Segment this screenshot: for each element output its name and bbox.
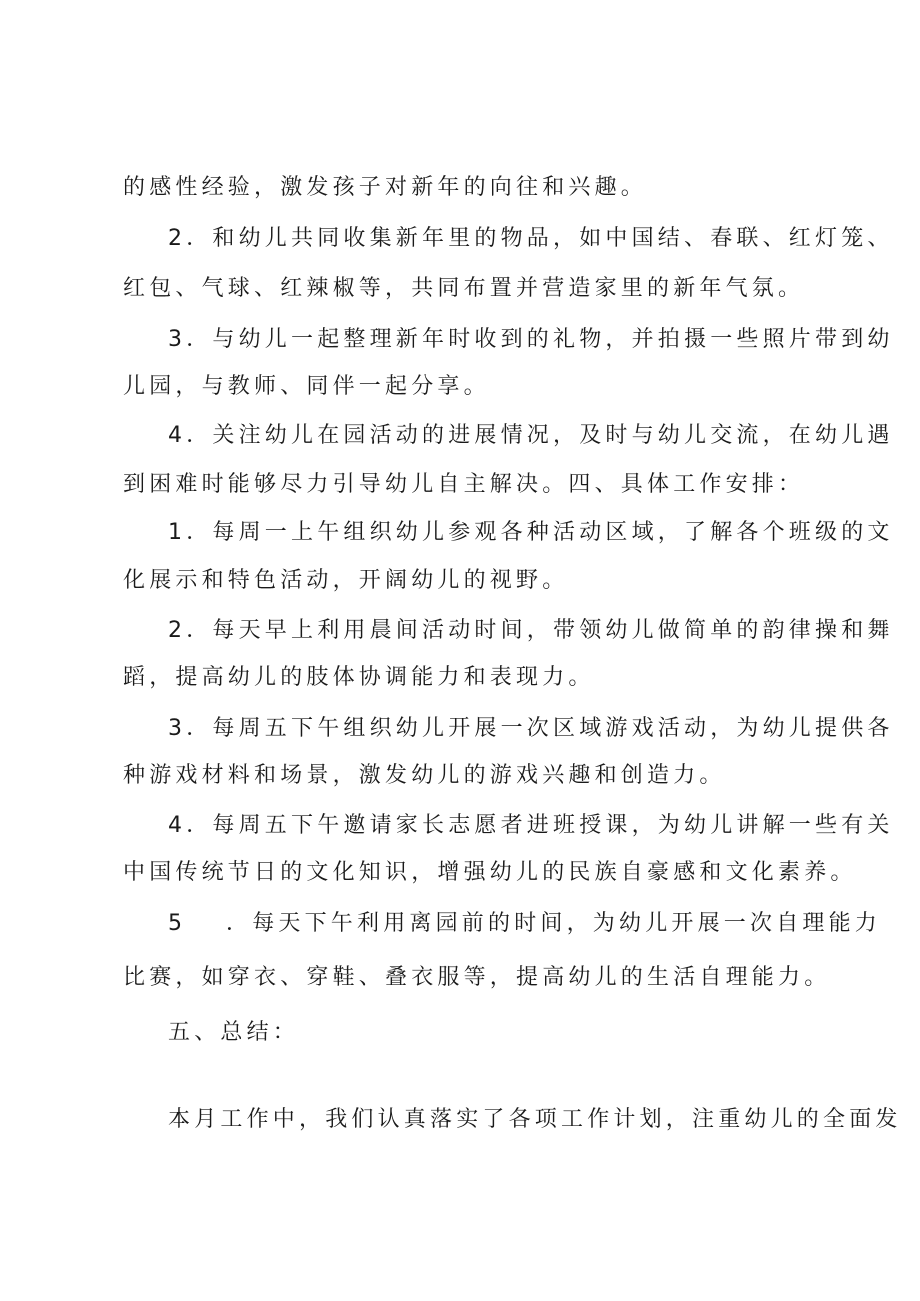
text-line: 种游戏材料和场景，激发幼儿的游戏兴趣和创造力。 [123, 763, 726, 788]
text-line: 儿园，与教师、同伴一起分享。 [123, 374, 490, 399]
text-line: 到困难时能够尽力引导幼儿自主解决。四、具体工作安排： [123, 472, 805, 497]
text-line: 蹈，提高幼儿的肢体协调能力和表现力。 [123, 665, 595, 690]
text-line: 比赛，如穿衣、穿鞋、叠衣服等，提高幼儿的生活自理能力。 [123, 965, 831, 990]
text-line: 本月工作中，我们认真落实了各项工作计划，注重幼儿的全面发 [168, 1107, 902, 1132]
section-heading: 五、总结： [168, 1020, 300, 1045]
text-line: 3．与幼儿一起整理新年时收到的礼物，并拍摄一些照片带到幼 [168, 327, 894, 352]
item-number: 5 [168, 911, 187, 936]
text-line: 4．每周五下午邀请家长志愿者进班授课，为幼儿讲解一些有关 [168, 813, 894, 838]
text-line: 4．关注幼儿在园活动的进展情况，及时与幼儿交流，在幼儿遇 [168, 423, 894, 448]
text-line: 化展示和特色活动，开阔幼儿的视野。 [123, 568, 569, 593]
text-line-item-5 [168, 909, 881, 939]
text-line: 的感性经验，激发孩子对新年的向往和兴趣。 [123, 175, 648, 200]
text-line: 3．每周五下午组织幼儿开展一次区域游戏活动，为幼儿提供各 [168, 716, 894, 741]
text-line: 红包、气球、红辣椒等，共同布置并营造家里的新年气氛。 [123, 276, 805, 301]
text-line: 2．每天早上利用晨间活动时间，带领幼儿做简单的韵律操和舞 [168, 618, 894, 643]
item-text: ．每天下午利用离园前的时间，为幼儿开展一次自理能力 [226, 911, 882, 936]
text-line: 1．每周一上午组织幼儿参观各种活动区域，了解各个班级的文 [168, 520, 894, 545]
text-line: 2．和幼儿共同收集新年里的物品，如中国结、春联、红灯笼、 [168, 226, 894, 251]
text-line: 中国传统节日的文化知识，增强幼儿的民族自豪感和文化素养。 [123, 860, 857, 885]
